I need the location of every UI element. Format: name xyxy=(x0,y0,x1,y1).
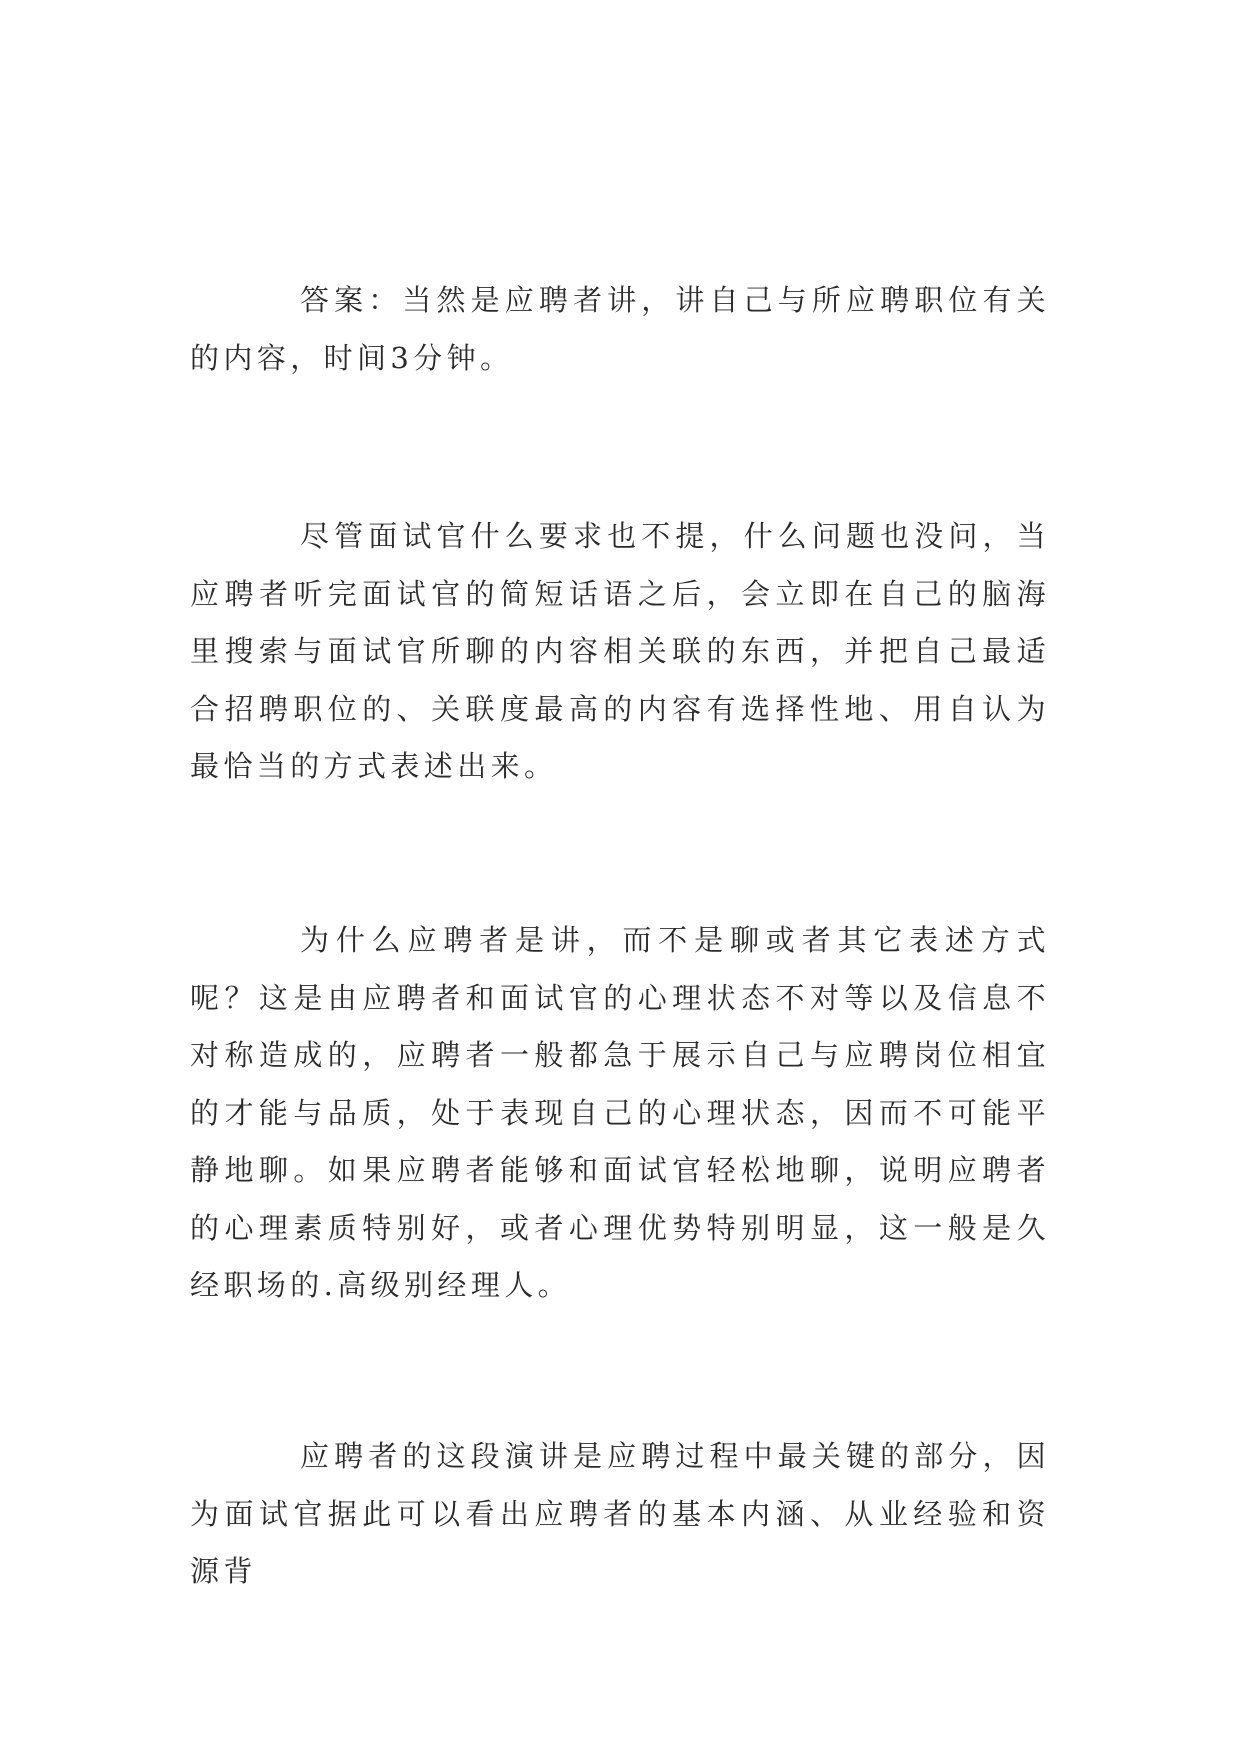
paragraph: 应聘者的这段演讲是应聘过程中最关键的部分，因为面试官据此可以看出应聘者的基本内涵、从业经验和资源背 xyxy=(190,1439,1050,1588)
paragraph: 答案：当然是应聘者讲，讲自己与所应聘职位有关的内容，时间3分钟。 xyxy=(190,283,1050,375)
paragraph: 尽管面试官什么要求也不提，什么问题也没问，当应聘者听完面试官的简短话语之后，会立即在自己的脑海里搜索与面试官所聊的内容相关联的东西，并把自己最适合招聘职位的、关联度最高的内容有选择性地、用自认为最恰当的方式表述出来。 xyxy=(190,519,1050,783)
paragraph: 为什么应聘者是讲，而不是聊或者其它表述方式呢？这是由应聘者和面试官的心理状态不对等以及信息不对称造成的，应聘者一般都急于展示自己与应聘岗位相宜的才能与品质，处于表现自己的心理状态，因而不可能平静地聊。如果应聘者能够和面试官轻松地聊，说明应聘者的心理素质特别好，或者心理优势特别明显，这一般是久经职场的.高级别经理人。 xyxy=(190,923,1050,1302)
